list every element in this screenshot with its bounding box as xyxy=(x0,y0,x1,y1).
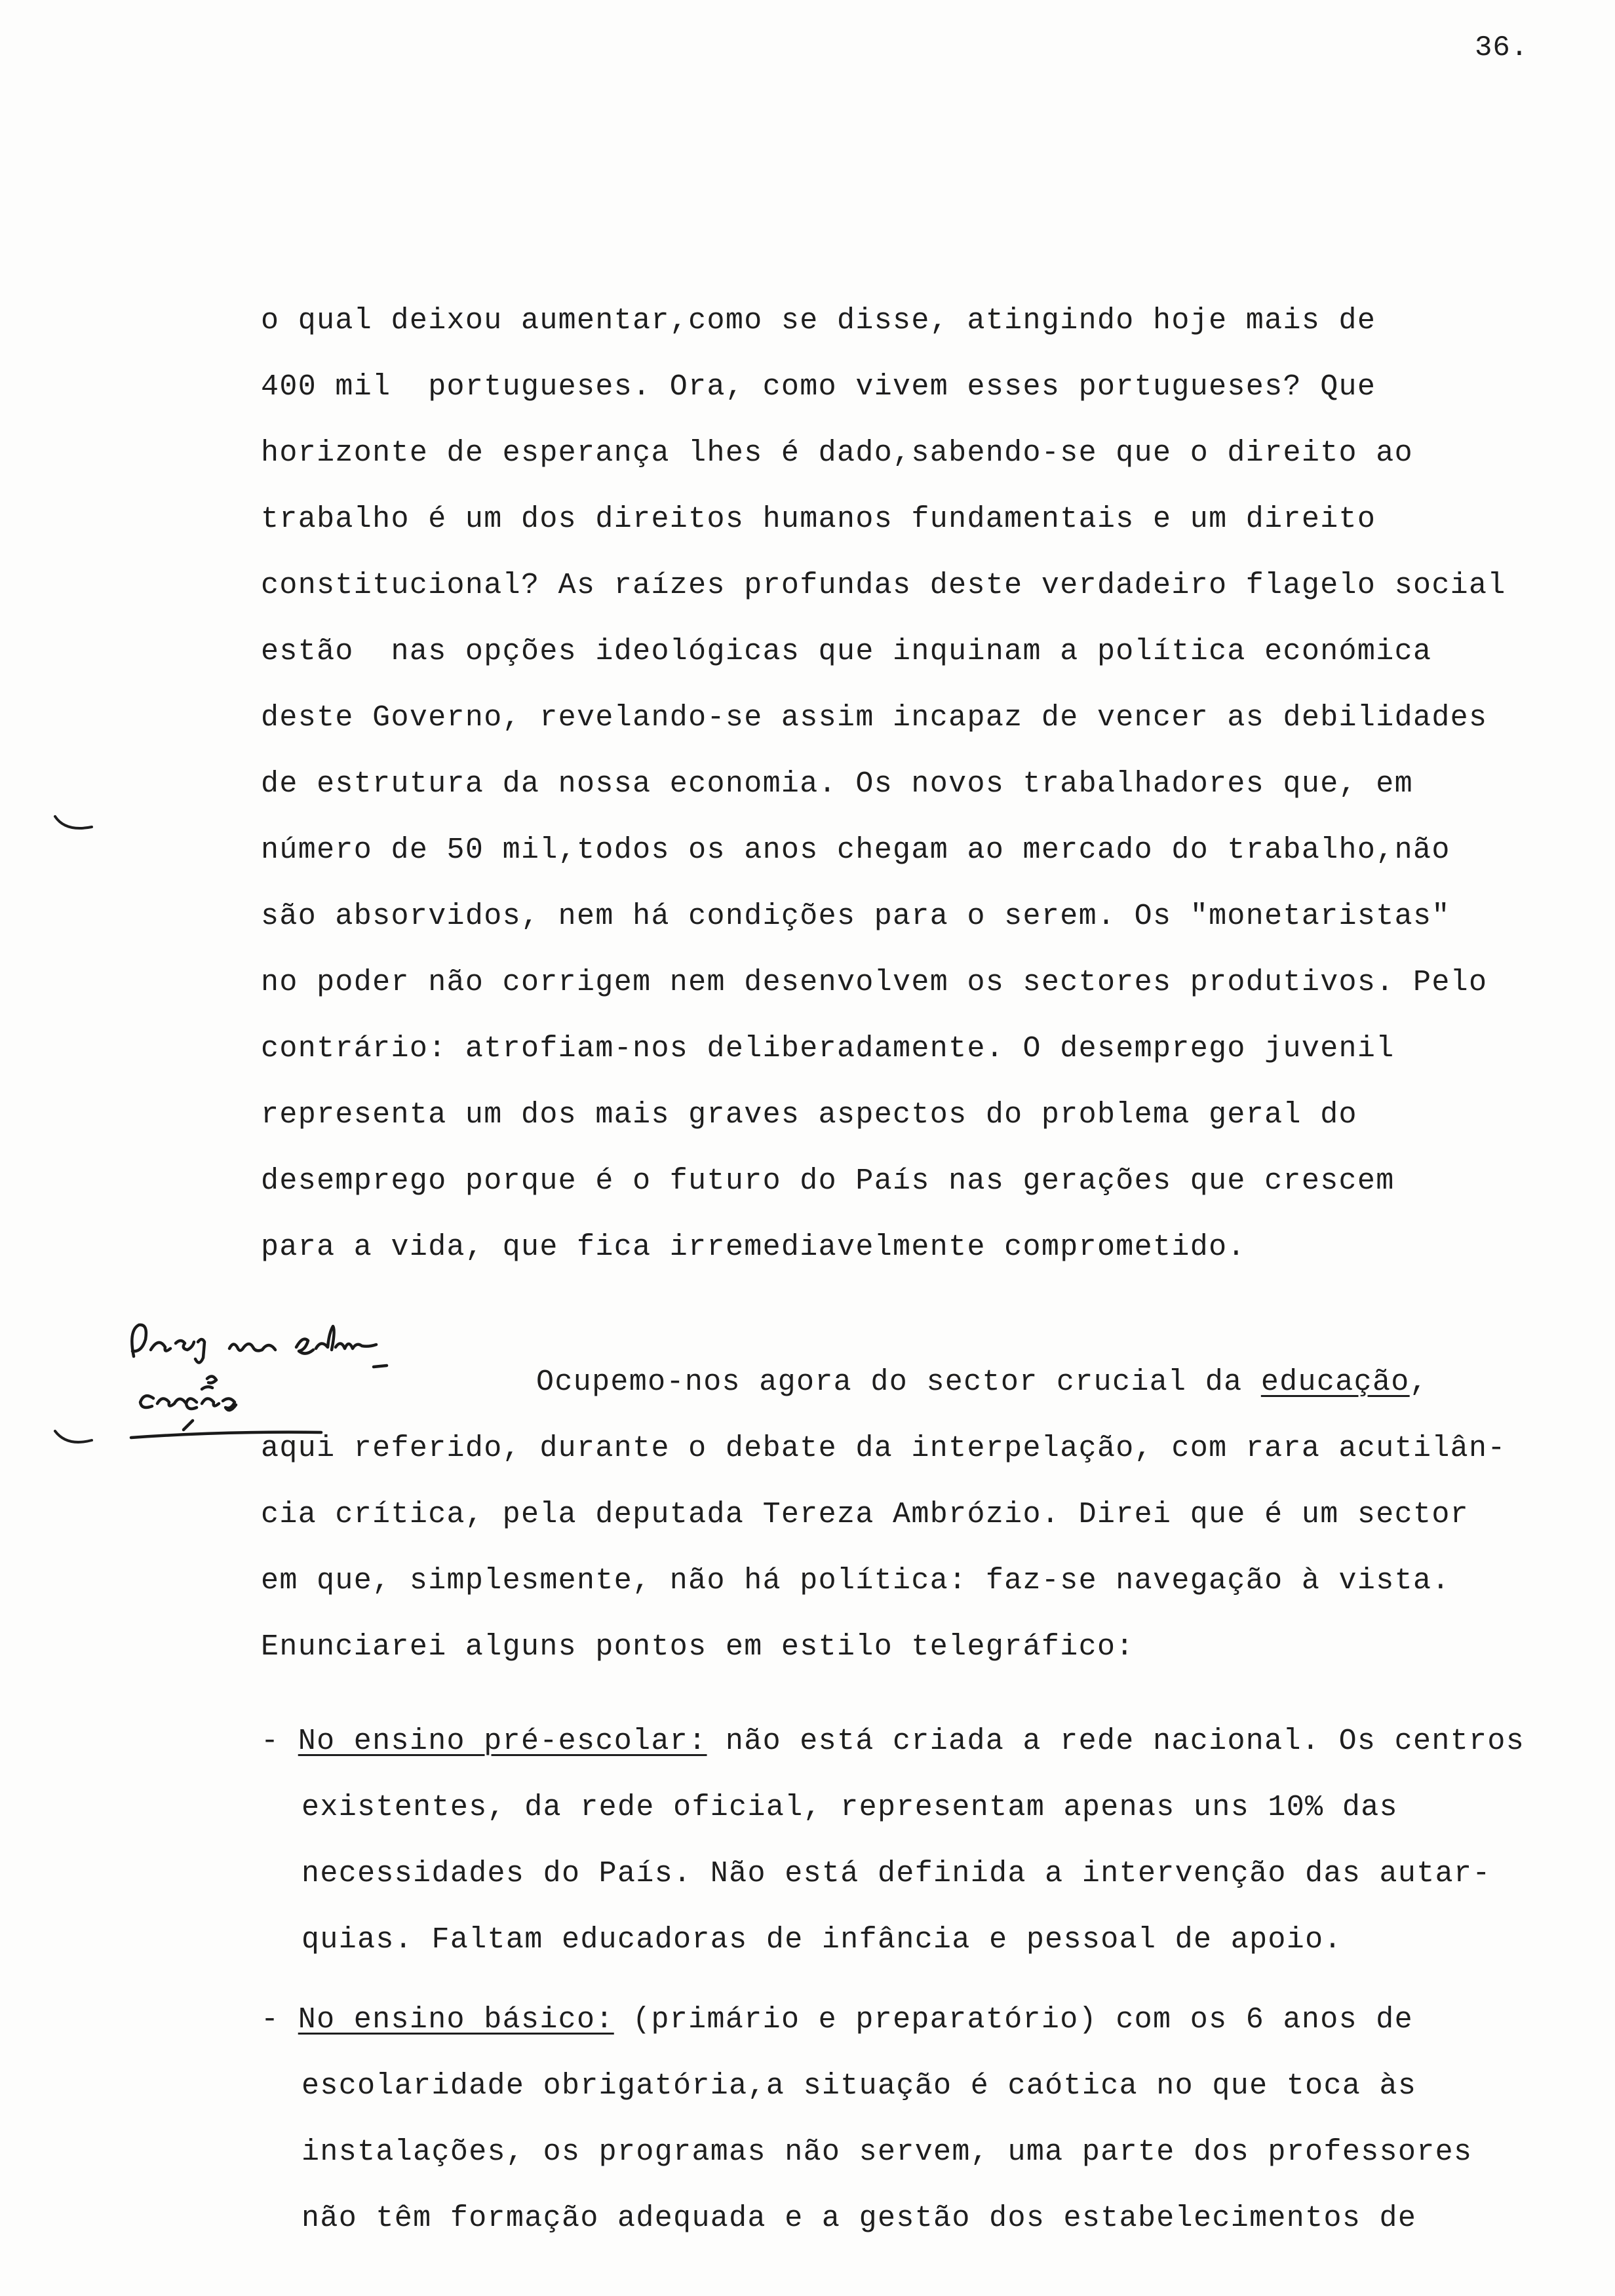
bullet-line: existentes, da rede oficial, representam apenas uns 10% das xyxy=(302,1791,1398,1824)
paragraph-1-line: estão nas opções ideológicas que inquinam a política económica xyxy=(261,635,1432,668)
paragraph-1-line: 400 mil portugueses. Ora, como vivem esses portugueses? Que xyxy=(261,370,1376,404)
paragraph-1-line: no poder não corrigem nem desenvolvem os sectores produtivos. Pelo xyxy=(261,966,1488,999)
paragraph-1-line: horizonte de esperança lhes é dado,sabendo-se que o direito ao xyxy=(261,436,1413,470)
paragraph-1-line: trabalho é um dos direitos humanos fundamentais e um direito xyxy=(261,503,1376,536)
paragraph-2-line: aqui referido, durante o debate da interpelação, com rara acutilân- xyxy=(261,1432,1506,1465)
bullet-dash: - xyxy=(261,2003,298,2037)
margin-tick-mark xyxy=(51,813,97,839)
underlined-term-educacao: educação xyxy=(1260,1366,1410,1399)
bullet-line: necessidades do País. Não está definida a intervenção das autar- xyxy=(302,1857,1491,1890)
paragraph-2-line: Enunciarei alguns pontos em estilo telegráfico: xyxy=(261,1630,1135,1664)
paragraph-1-line: deste Governo, revelando-se assim incapaz de vencer as debilidades xyxy=(261,701,1488,735)
paragraph-1-line: representa um dos mais graves aspectos do problema geral do xyxy=(261,1098,1357,1132)
paragraph-1-line: número de 50 mil,todos os anos chegam ao mercado do trabalho,não xyxy=(261,833,1450,867)
bullet-text: (primário e preparatório) com os 6 anos de xyxy=(613,2003,1413,2037)
paragraph-1-line: contrário: atrofiam-nos deliberadamente. O desemprego juvenil xyxy=(261,1032,1395,1065)
paragraph-2-first-line xyxy=(536,1364,1428,1401)
paragraph-2-line: cia crítica, pela deputada Tereza Ambrózio. Direi que é um sector xyxy=(261,1498,1469,1531)
bullet-line: instalações, os programas não servem, uma parte dos professores xyxy=(302,2135,1473,2169)
paragraph-2-suffix: , xyxy=(1409,1366,1429,1399)
bullet-line: escolaridade obrigatória,a situação é caótica no que toca às xyxy=(302,2069,1417,2103)
bullet-basico-first-line xyxy=(261,2002,1413,2038)
bullet-pre-escolar-first-line xyxy=(261,1723,1525,1760)
bullet-heading: No ensino pré-escolar: xyxy=(298,1725,707,1758)
paragraph-1-line: o qual deixou aumentar,como se disse, atingindo hoje mais de xyxy=(261,304,1376,337)
page-number: 36. xyxy=(1475,31,1529,64)
bullet-dash: - xyxy=(261,1725,298,1758)
paragraph-1-line: desemprego porque é o futuro do País nas gerações que crescem xyxy=(261,1164,1395,1198)
paragraph-2-prefix: Ocupemo-nos agora do sector crucial da xyxy=(536,1366,1261,1399)
paragraph-1-line: para a vida, que fica irremediavelmente comprometido. xyxy=(261,1231,1246,1264)
bullet-line: não têm formação adequada e a gestão dos estabelecimentos de xyxy=(302,2202,1417,2235)
margin-tick-mark xyxy=(51,1427,97,1453)
paragraph-1-line: constitucional? As raízes profundas deste verdadeiro flagelo social xyxy=(261,569,1506,602)
bullet-text: não está criada a rede nacional. Os centros xyxy=(707,1725,1525,1758)
bullet-line: quias. Faltam educadoras de infância e pessoal de apoio. xyxy=(302,1923,1342,1957)
bullet-heading: No ensino básico: xyxy=(298,2003,614,2037)
paragraph-1-line: de estrutura da nossa economia. Os novos trabalhadores que, em xyxy=(261,767,1413,801)
paragraph-1-line: são absorvidos, nem há condições para o serem. Os "monetaristas" xyxy=(261,900,1450,933)
paragraph-2-line: em que, simplesmente, não há política: faz-se navegação à vista. xyxy=(261,1564,1450,1598)
